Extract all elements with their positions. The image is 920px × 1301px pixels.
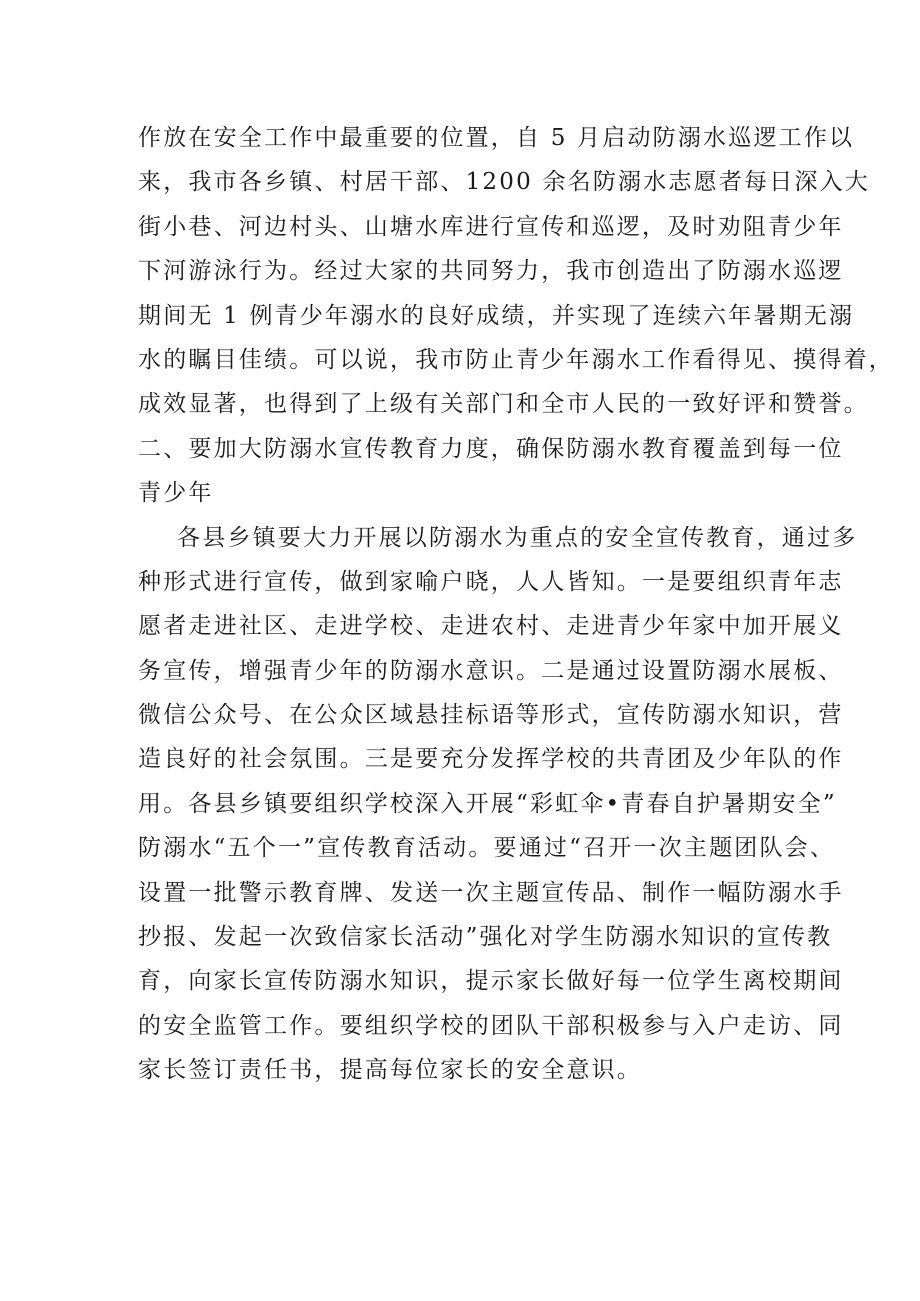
paragraph-1-line: 水的瞩目佳绩。可以说，我市防止青少年溺水工作看得见、摸得着， [138, 346, 894, 373]
paragraph-2-line: 各县乡镇要大力开展以防溺水为重点的安全宣传教育，通过多 [177, 524, 858, 551]
paragraph-2-line: 用。各县乡镇要组织学校深入开展“彩虹伞•青春自护暑期安全” [138, 790, 837, 817]
paragraph-2-line: 务宣传，增强青少年的防溺水意识。二是通过设置防溺水展板、 [138, 657, 844, 684]
document-body [138, 116, 894, 1093]
paragraph-2-line: 抄报、发起一次致信家长活动”强化对学生防溺水知识的宣传教 [138, 924, 833, 951]
paragraph-1-line: 来，我市各乡镇、村居干部、1200 余名防溺水志愿者每日深入大 [138, 169, 871, 196]
paragraph-2-line: 造良好的社会氛围。三是要充分发挥学校的共青团及少年队的作 [138, 746, 844, 773]
paragraph-2-line: 家长签订责任书，提高每位家长的安全意识。 [138, 1057, 642, 1084]
paragraph-1-line: 作放在安全工作中最重要的位置，自 5 月启动防溺水巡逻工作以 [138, 125, 855, 151]
paragraph-1 [138, 116, 894, 427]
section-heading-line: 青少年 [138, 480, 214, 507]
paragraph-1-line: 期间无 1 例青少年溺水的良好成绩，并实现了连续六年暑期无溺 [138, 302, 855, 329]
paragraph-1-line: 街小巷、河边村头、山塘水库进行宣传和巡逻，及时劝阻青少年 [138, 213, 844, 240]
paragraph-2-line: 的安全监管工作。要组织学校的团队干部积极参与入户走访、同 [138, 1012, 844, 1039]
section-heading-line: 二、要加大防溺水宣传教育力度，确保防溺水教育覆盖到每一位 [138, 435, 844, 462]
paragraph-1-line: 下河游泳行为。经过大家的共同努力，我市创造出了防溺水巡逻 [138, 258, 844, 285]
paragraph-2 [138, 516, 858, 1093]
paragraph-2-line: 愿者走进社区、走进学校、走进农村、走进青少年家中加开展义 [138, 613, 844, 640]
paragraph-2-line: 设置一批警示教育牌、发送一次主题宣传品、制作一幅防溺水手 [138, 879, 844, 906]
paragraph-2-line: 育，向家长宣传防溺水知识，提示家长做好每一位学生离校期间 [138, 968, 844, 995]
paragraph-2-line: 防溺水“五个一”宣传教育活动。要通过“召开一次主题团队会、 [138, 835, 836, 862]
paragraph-2-line: 微信公众号、在公众区域悬挂标语等形式，宣传防溺水知识，营 [138, 702, 844, 729]
section-heading-2 [138, 427, 844, 516]
paragraph-2-line: 种形式进行宣传，做到家喻户晓，人人皆知。一是要组织青年志 [138, 568, 844, 595]
paragraph-1-line: 成效显著，也得到了上级有关部门和全市人民的一致好评和赞誉。 [138, 391, 869, 418]
